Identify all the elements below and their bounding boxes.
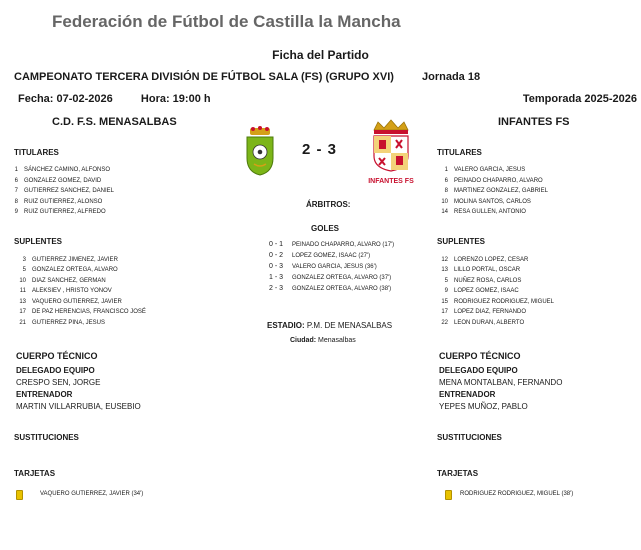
home-sub-row: 10 DIAZ SANCHEZ, GERMAN — [19, 278, 106, 284]
yellow-card-icon — [16, 490, 23, 500]
away-starter-row: 10 MOLINA SANTOS, CARLOS — [441, 199, 531, 205]
referees-label: ÁRBITROS: — [306, 200, 351, 209]
away-subs-heading: SUPLENTES — [437, 237, 486, 246]
goal-row: 0 - 2 LOPEZ GOMEZ, ISAAC (27') — [269, 252, 371, 259]
away-starter-row: 6 PEINADO CHAPARRO, ALVARO — [444, 178, 543, 184]
home-staff-heading: CUERPO TÉCNICO — [16, 351, 98, 361]
match-date: Fecha: 07-02-2026 — [18, 93, 113, 105]
home-sub-row: 3 GUTIERREZ JIMENEZ, JAVIER — [22, 257, 118, 263]
home-team-name: C.D. F.S. MENASALBAS — [52, 116, 177, 128]
away-delegate-label: DELEGADO EQUIPO — [439, 366, 518, 375]
home-starter-row: 8 RUIZ GUTIERREZ, ALONSO — [14, 199, 103, 205]
away-cards-heading: TARJETAS — [437, 469, 479, 478]
goal-row: 1 - 3 GONZALEZ ORTEGA, ALVARO (37') — [269, 274, 392, 281]
away-team-crest-icon — [368, 118, 414, 182]
away-sub-row: 12 LORENZO LOPEZ, CESAR — [441, 257, 529, 263]
home-team-crest-icon — [244, 126, 276, 176]
city-value: Menasalbas — [318, 337, 356, 344]
document-subtitle: Ficha del Partido — [272, 48, 369, 62]
away-starter-row: 8 MARTINEZ GONZALEZ, GABRIEL — [444, 188, 548, 194]
away-starters-heading: TITULARES — [437, 148, 482, 157]
home-sub-row: 13 VAQUERO GUTIERREZ, JAVIER — [19, 299, 122, 305]
away-delegate-name: MENA MONTALBAN, FERNANDO — [439, 378, 563, 387]
home-sub-row: 21 GUTIERREZ PINA, JESUS — [19, 320, 106, 326]
home-starter-row: 6 GONZALEZ GOMEZ, DAVID — [14, 178, 102, 184]
home-coach-label: ENTRENADOR — [16, 390, 73, 399]
match-datetime — [18, 93, 211, 105]
away-team-name: INFANTES FS — [498, 116, 570, 128]
goal-row: 2 - 3 GONZALEZ ORTEGA, ALVARO (38') — [269, 285, 392, 292]
goal-row: 0 - 1 PEINADO CHAPARRO, ALVARO (17') — [269, 241, 395, 248]
home-sub-row: 11 ALEKSIEV , HRISTO YONOV — [19, 288, 112, 294]
federation-title: Federación de Fútbol de Castilla la Mancha — [52, 12, 401, 31]
jornada: Jornada 18 — [422, 71, 481, 83]
city-label: Ciudad: — [290, 337, 317, 344]
home-cards-heading: TARJETAS — [14, 469, 56, 478]
city — [290, 337, 356, 344]
home-card-player: VAQUERO GUTIERREZ, JAVIER (34') — [40, 491, 144, 497]
home-delegate-name: CRESPO SEN, JORGE — [16, 378, 101, 387]
away-starter-row: 14 RESA GULLEN, ANTONIO — [441, 209, 526, 215]
final-score: 2 - 3 — [302, 141, 338, 158]
home-sub-row: 5 GONZALEZ ORTEGA, ALVARO — [22, 267, 118, 273]
goals-heading: GOLES — [311, 224, 340, 233]
away-sub-row: 15 RODRIGUEZ RODRIGUEZ, MIGUEL — [441, 299, 555, 305]
home-sub-row: 17 DE PAZ HERENCIAS, FRANCISCO JOSÉ — [19, 309, 146, 315]
away-substitutions-heading: SUSTITUCIONES — [437, 433, 502, 442]
yellow-card-icon — [445, 490, 452, 500]
away-card-player: RODRIGUEZ RODRIGUEZ, MIGUEL (38') — [460, 491, 574, 497]
away-sub-row: 5 NUÑEZ ROSA, CARLOS — [444, 278, 522, 284]
home-starter-row: 9 RUIZ GUTIERREZ, ALFREDO — [14, 209, 106, 215]
away-sub-row: 13 LILLO PORTAL, OSCAR — [441, 267, 521, 273]
away-crest-text: INFANTES FS — [368, 178, 414, 185]
away-sub-row: 9 LOPEZ GOMEZ, ISAAC — [444, 288, 519, 294]
match-time: Hora: 19:00 h — [140, 93, 211, 105]
home-starter-row: 7 GUTIERREZ SANCHEZ, DANIEL — [14, 188, 115, 194]
away-sub-row: 22 LEON DURAN, ALBERTO — [441, 320, 525, 326]
stadium-label: ESTADIO: — [267, 321, 305, 330]
home-subs-heading: SUPLENTES — [14, 237, 63, 246]
home-coach-name: MARTIN VILLARRUBIA, EUSEBIO — [16, 402, 141, 411]
away-starter-row: 1 VALERO GARCIA, JESUS — [444, 167, 526, 173]
home-delegate-label: DELEGADO EQUIPO — [16, 366, 95, 375]
championship-name: CAMPEONATO TERCERA DIVISIÓN DE FÚTBOL SALA (FS) (GRUPO XVI) — [14, 71, 394, 83]
stadium-value: P.M. DE MENASALBAS — [306, 321, 393, 330]
away-coach-label: ENTRENADOR — [439, 390, 496, 399]
away-staff-heading: CUERPO TÉCNICO — [439, 351, 521, 361]
season: Temporada 2025-2026 — [522, 93, 637, 105]
stadium — [267, 321, 392, 330]
home-starter-row: 1 SÁNCHEZ CAMINO, ALFONSO — [14, 167, 111, 173]
goal-row: 0 - 3 VALERO GARCIA, JESUS (36') — [269, 263, 377, 270]
home-starters-heading: TITULARES — [14, 148, 59, 157]
home-substitutions-heading: SUSTITUCIONES — [14, 433, 79, 442]
away-coach-name: YEPES MUÑOZ, PABLO — [439, 402, 528, 411]
away-sub-row: 17 LOPEZ DIAZ, FERNANDO — [441, 309, 527, 315]
